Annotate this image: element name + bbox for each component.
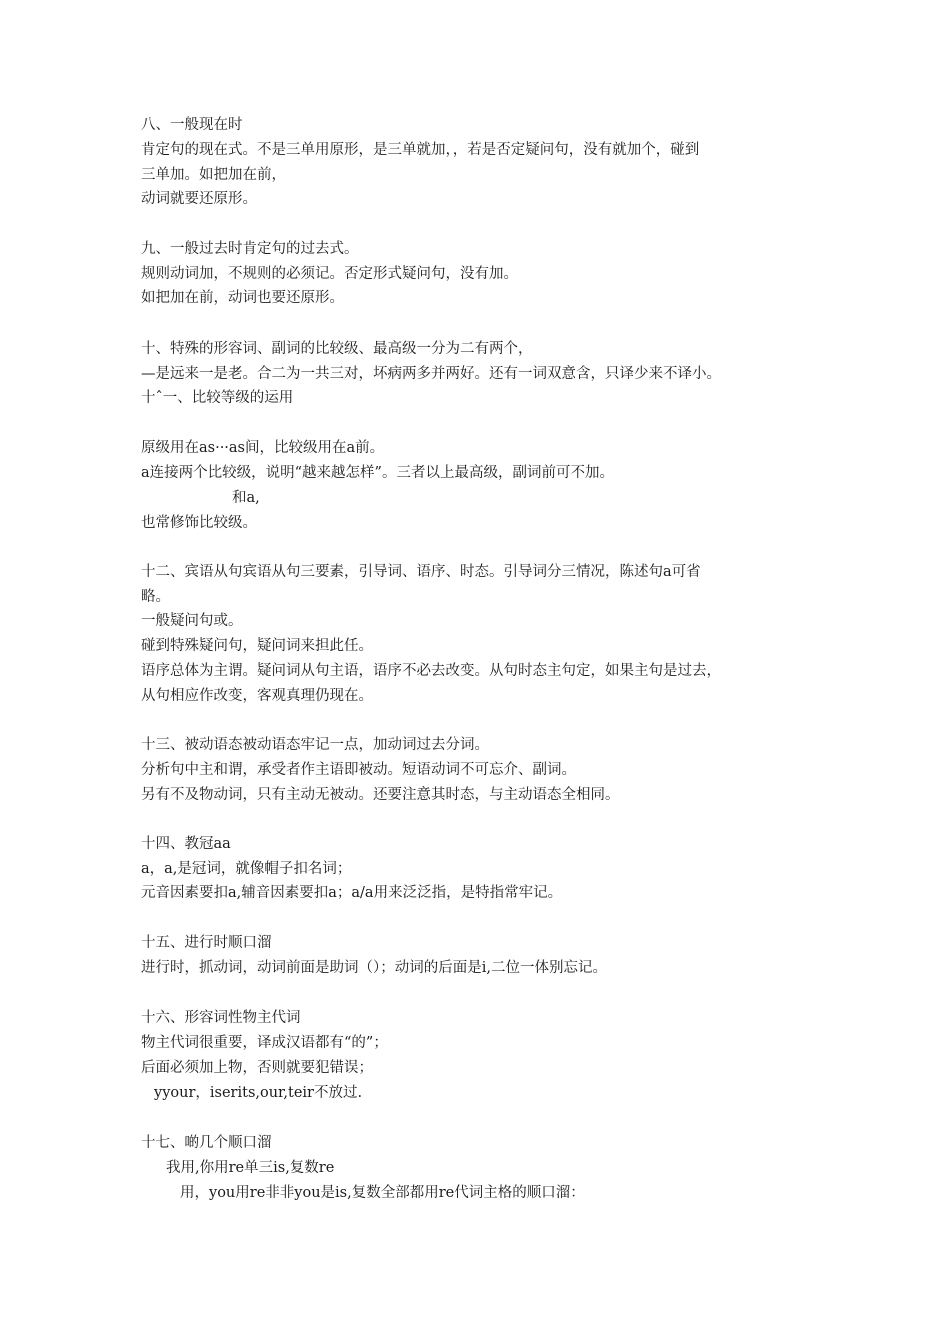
section-11-heading: 十ˆ一、比较等级的运用 [141,390,294,406]
section-11-line-4: 也常修饰比较级。 [141,515,257,531]
section-11-line-2: a连接两个比较级，说明“越来越怎样”。三者以上最高级，副词前可不加。 [141,465,614,481]
section-10-line-1: —是远来一是老。合二为一共三对，坏病两多并两好。还有一词双意含，只译少来不译小。 [141,366,721,382]
section-12-line-1: 略。 [141,589,170,605]
section-13-line-2: 另有不及物动词，只有主动无被动。还要注意其时态，与主动语态全相同。 [141,787,620,803]
section-8-line-3: 动词就要还原形。 [141,191,257,207]
section-9-line-1: 规则动词加，不规则的必须记。否定形式疑问句，没有加。 [141,266,518,282]
section-11-line-3: 和a, [232,490,260,506]
section-8-heading: 八、一般现在时 [141,117,243,133]
section-14-heading: 十四、教冠aa [141,836,231,852]
section-17-line-1: 我用,你用re单三is,复数re [166,1160,335,1176]
section-16-line-3: yyour，iserits,our,teir不放过. [154,1085,363,1101]
section-12-heading: 十二、宾语从句宾语从句三要素，引导词、语序、时态。引导词分三情况，陈述句a可省 [141,564,701,580]
section-17-line-2: 用，you用re非非you是is,复数全部都用re代词主格的顺口溜： [180,1185,585,1201]
section-13-heading: 十三、被动语态被动语态牢记一点，加动词过去分词。 [141,737,489,753]
section-17-heading: 十七、啲几个顺口溜 [141,1135,272,1151]
section-8-line-1: 肯定句的现在式。不是三单用原形，是三单就加，，若是否定疑问句，没有就加个，碰到 [141,142,700,158]
section-12-line-3: 碰到特殊疑问句，疑问词来担此任。 [141,638,373,654]
section-15-line-1: 进行时，抓动词，动词前面是助词（）；动词的后面是i,二位一体别忘记。 [141,960,607,976]
section-11-line-1: 原级用在as···as间，比较级用在a前。 [141,440,385,456]
section-16-heading: 十六、形容词性物主代词 [141,1010,301,1026]
section-9-line-2: 如把加在前，动词也要还原形。 [141,290,344,306]
section-14-line-2: 元音因素要扣a,辅音因素要扣a；a/a用来泛泛指，是特指常牢记。 [141,885,563,901]
section-12-line-5: 从句相应作改变，客观真理仍现在。 [141,688,373,704]
section-15-heading: 十五、进行时顺口溜 [141,935,272,951]
section-8-line-2: 三单加。如把加在前， [141,167,286,183]
section-12-line-4: 语序总体为主谓。疑问词从句主语，语序不必去改变。从句时态主句定，如果主句是过去， [141,663,721,679]
section-12-line-2: 一般疑问句或。 [141,613,243,629]
section-13-line-1: 分析句中主和谓，承受者作主语即被动。短语动词不可忘介、副词。 [141,762,576,778]
section-9-heading: 九、一般过去时肯定句的过去式。 [141,241,359,257]
section-10-heading: 十、特殊的形容词、副词的比较级、最高级一分为二有两个， [141,341,533,357]
section-14-line-1: a，a,是冠词，就像帽子扣名词； [141,861,352,877]
section-16-line-2: 后面必须加上物，否则就要犯错误； [141,1060,373,1076]
section-16-line-1: 物主代词很重要，译成汉语都有“的”； [141,1035,388,1051]
